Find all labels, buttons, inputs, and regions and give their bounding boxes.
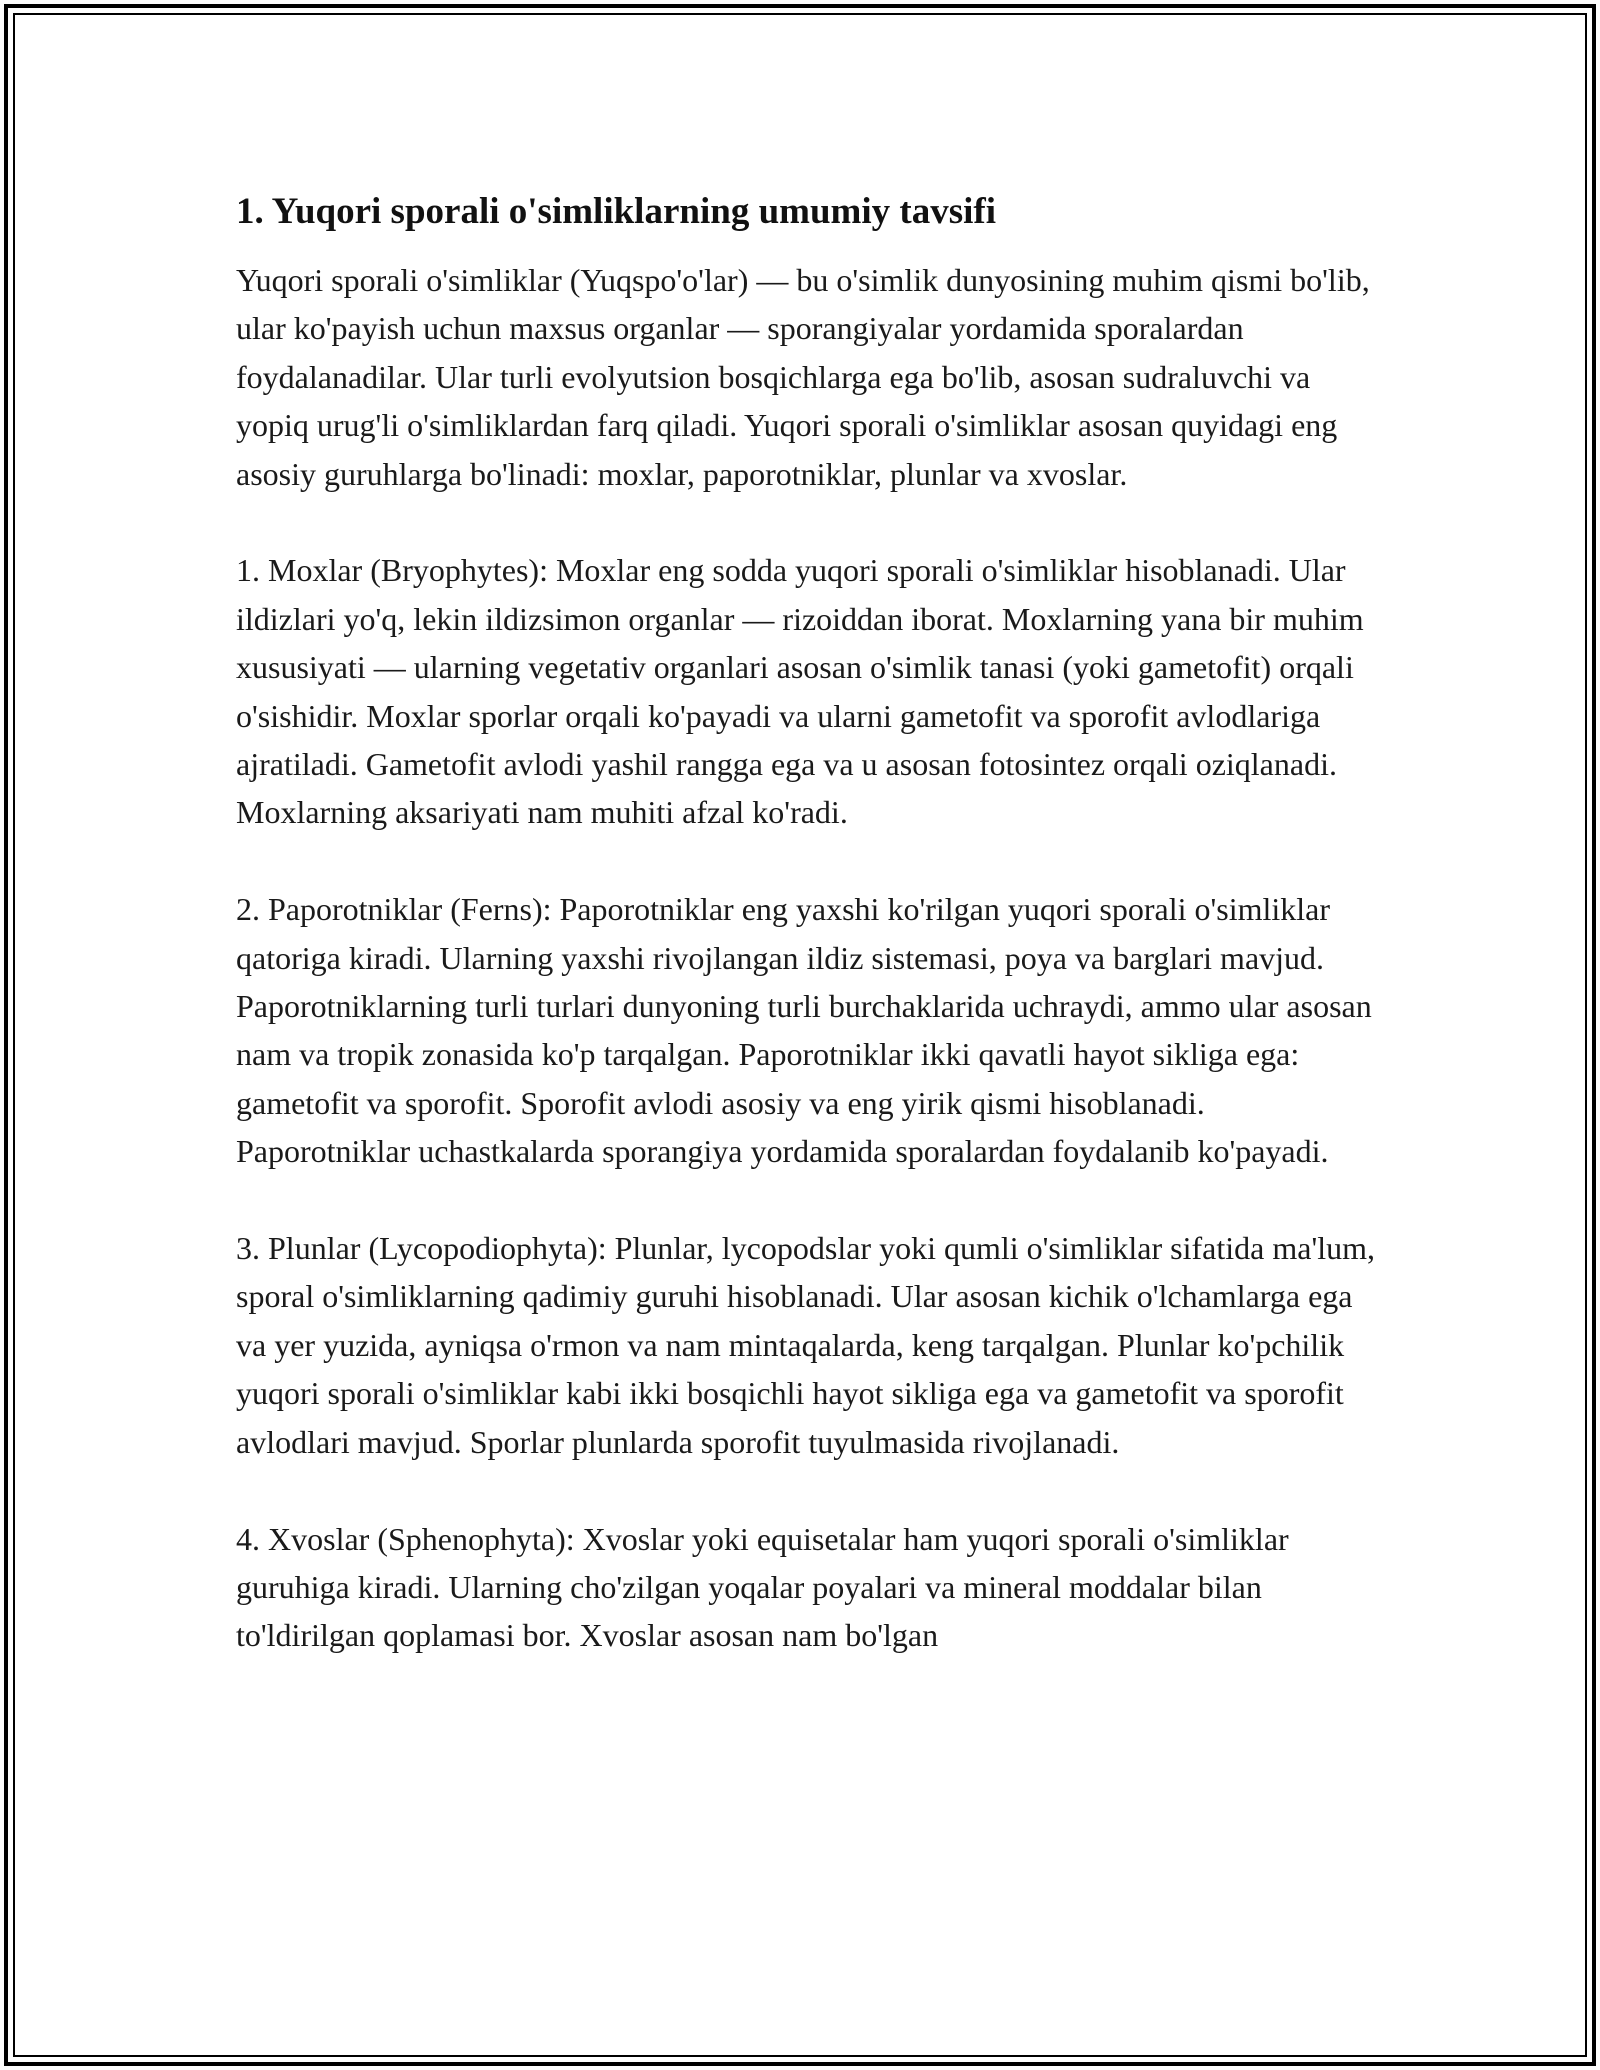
intro-paragraph: Yuqori sporali o'simliklar (Yuqspo'o'lar) — bu o'simlik dunyosining muhim qismi bo'lib, ular ko'payish uchun maxsus organlar — sporangiyalar yordamida sporalardan foydalanadilar. Ular turli evolyutsion bosqichlarga ega bo'lib, asosan sudraluvchi va yopiq urug'li o'simliklardan farq qiladi. Yuqori sporali o'simliklar asosan quyidagi eng asosiy guruhlarga bo'linadi: moxlar, paporotniklar, plunlar va xvoslar. — [236, 262, 1370, 492]
paragraph-moxlar: 1. Moxlar (Bryophytes): Moxlar eng sodda yuqori sporali o'simliklar hisoblanadi. Ular ildizlari yo'q, lekin ildizsimon organlar — rizoiddan iborat. Moxlarning yana bir muhim xususiyati — ularning vegetativ organlari asosan o'simlik tanasi (yoki gametofit) orqali o'sishidir. Moxlar sporlar orqali ko'payadi va ularni gametofit va sporofit avlodlariga ajratiladi. Gametofit avlodi yashil rangga ega va u asosan fotosintez orqali oziqlanadi. Moxlarning aksariyati nam muhiti afzal ko'radi. — [236, 552, 1364, 831]
paragraph-plunlar: 3. Plunlar (Lycopodiophyta): Plunlar, lycopodslar yoki qumli o'simliklar sifatida ma'lum, sporal o'simliklarning qadimiy guruhi hisoblanadi. Ular asosan kichik o'lchamlarga ega va yer yuzida, ayniqsa o'rmon va nam mintaqalarda, keng tarqalgan. Plunlar ko'pchilik yuqori sporali o'simliklar kabi ikki bosqichli hayot sikliga ega va gametofit va sporofit avlodlari mavjud. Sporlar plunlarda sporofit tuyulmasida rivojlanadi. — [236, 1230, 1375, 1460]
paragraph-paporotniklar: 2. Paporotniklar (Ferns): Paporotniklar eng yaxshi ko'rilgan yuqori sporali o'simliklar qatoriga kiradi. Ularning yaxshi rivojlangan ildiz sistemasi, poya va barglari mavjud. Paporotniklarning turli turlari dunyoning turli burchaklarida uchraydi, ammo ular asosan nam va tropik zonasida ko'p tarqalgan. Paporotniklar ikki qavatli hayot sikliga ega: gametofit va sporofit. Sporofit avlodi asosiy va eng yirik qismi hisoblanadi. Paporotniklar uchastkalarda sporangiya yordamida sporalardan foydalanib ko'payadi. — [236, 891, 1372, 1170]
document-body — [236, 188, 1386, 1660]
section-heading: 1. Yuqori sporali o'simliklarning umumiy tavsifi — [236, 191, 996, 232]
paragraph-xvoslar: 4. Xvoslar (Sphenophyta): Xvoslar yoki equisetalar ham yuqori sporali o'simliklar guruhiga kiradi. Ularning cho'zilgan yoqalar poyalari va mineral moddalar bilan to'ldirilgan qoplamasi bor. Xvoslar asosan nam bo'lgan — [236, 1520, 1289, 1654]
